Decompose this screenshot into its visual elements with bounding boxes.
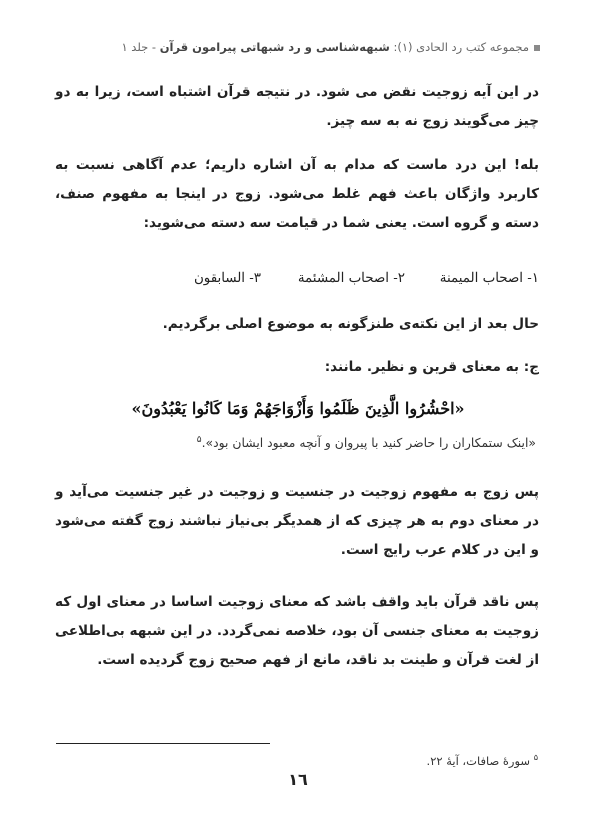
header-title: شبهه‌شناسی و رد شبهاتی پیرامون قرآن [159, 40, 390, 54]
running-header [56, 40, 540, 58]
header-volume: - جلد ۱ [121, 40, 157, 54]
translation-text: «اینک ستمکاران را حاضر کنید با پیروان و آنچه معبود ایشان بود». [201, 435, 536, 451]
footnote-number: ۵ [533, 753, 538, 762]
quran-verse: «احْشُرُوا الَّذِينَ ظَلَمُوا وَأَزْوَاجَهُمْ وَمَا كَانُوا يَعْبُدُونَ» [131, 399, 465, 418]
paragraph-2: بله! این درد ماست که مدام به آن اشاره داریم؛ عدم آگاهی نسبت به کاربرد واژگان باعث فهم غلط می‌شود. زوج در اینجا به مفهوم صنف، دسته و گروه است. یعنی شما در قیامت سه دسته می‌شوید: [55, 157, 539, 231]
verse-translation [56, 428, 536, 455]
footnote-divider [56, 743, 270, 744]
groups-list [55, 265, 539, 293]
paragraph-6: پس ناقد قرآن باید واقف باشد که معنای زوجیت اساسا در معنای اول که زوجیت به معنای جنسی آن بود، خلاصه نمی‌گردد. در این شبهه بی‌اطلاعی از لغت قرآن و طینت بد ناقد، مانع از فهم صحیح زوج گردیده است. [55, 594, 539, 668]
paragraph-1: در این آیه زوجیت نقض می شود. در نتیجه قرآن اشتباه است، زیرا به دو چیز می‌گویند زوج نه به سه چیز. [55, 84, 539, 129]
header-series: مجموعه کتب رد الحادی (۱): [393, 40, 529, 54]
paragraph-3: حال بعد از این نکته‌ی طنزگونه به موضوع اصلی برگردیم. [162, 316, 539, 332]
footnote-ref: ۵ [196, 435, 202, 445]
footnote [56, 749, 538, 770]
header-square-icon [534, 45, 540, 51]
list-item-3: ٣- السابقون [193, 271, 261, 286]
page-number: ١٦ [288, 770, 308, 789]
paragraph-5: پس زوج به مفهوم زوجیت در جنسیت و زوجیت در غیر جنسیت می‌آید و در معنای دوم به هر چیزی که از همدیگر بی‌نیاز نباشند زوج گفته می‌شود و این در کلام عرب رایج است. [55, 484, 539, 558]
paragraph-4: ج: به معنای قرین و نظیر. مانند: [324, 359, 539, 375]
list-item-2: ٢- اصحاب المشئمة [297, 271, 405, 286]
list-item-1: ١- اصحاب الميمنة [439, 271, 539, 286]
footnote-text: سورهٔ صافات، آیهٔ ۲۲. [426, 753, 531, 768]
